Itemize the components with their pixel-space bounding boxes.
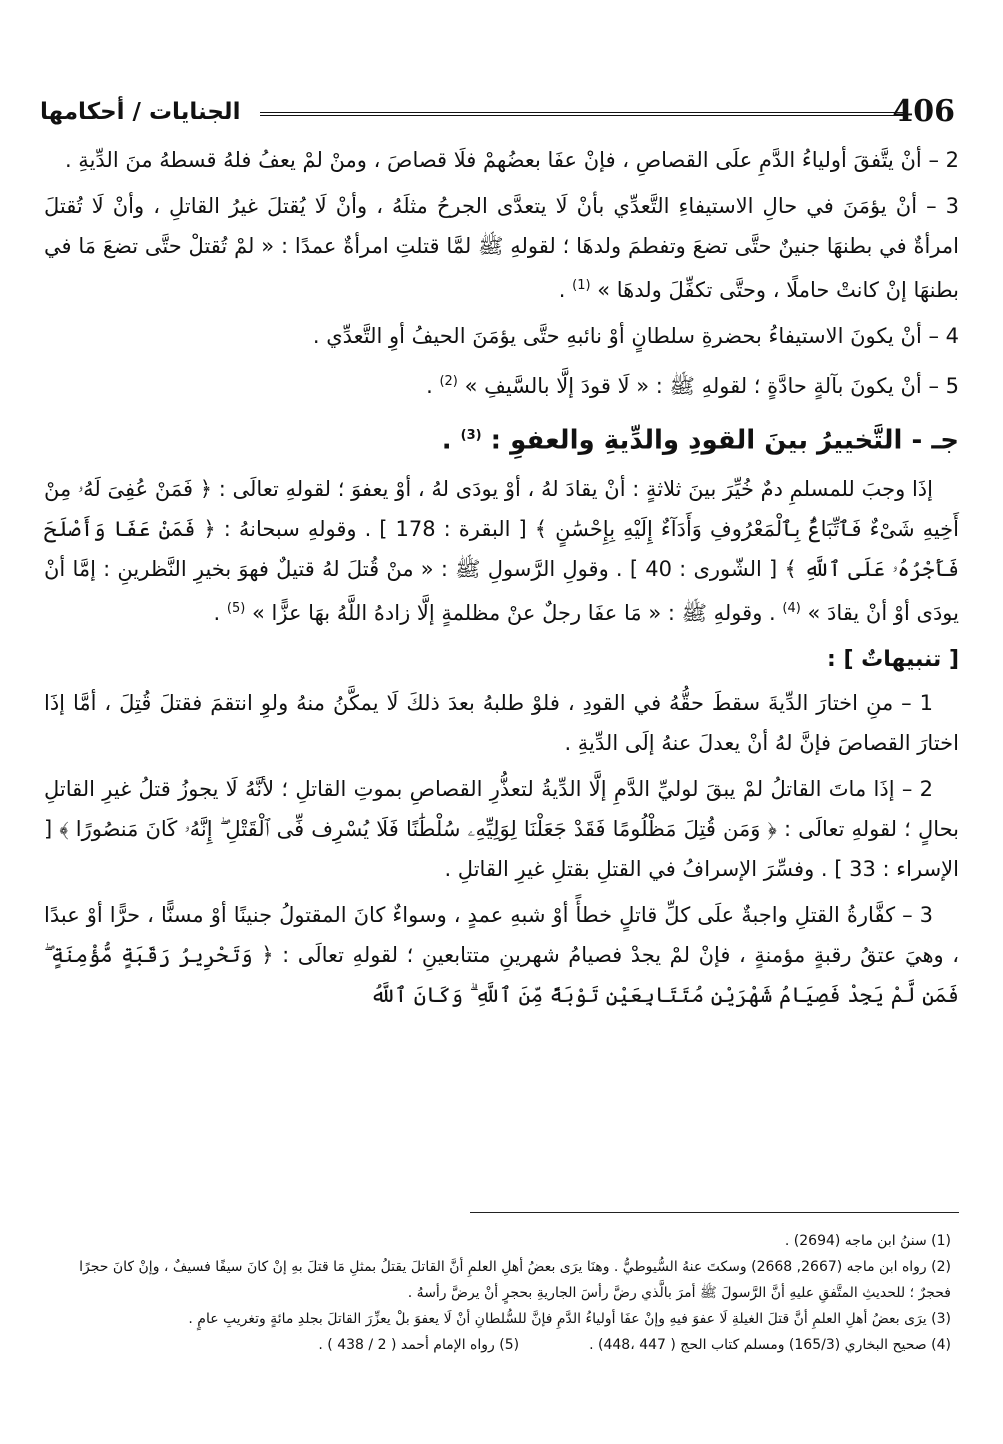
header-rule bbox=[260, 112, 903, 116]
quran-verse: ﴿ وَمَن قُتِلَ مَظْلُومًا فَقَدْ جَعَلْنَا لِوَلِيِّهِۦ سُلْطَٰنًا فَلَا يُسْرِف فِّى ٱلْقَتْلِ ۖ إِنَّهُۥ كَانَ مَنصُورًا ﴾ bbox=[59, 816, 777, 841]
paragraph-text: . وقولهِ ﷺ : « مَا عفَا رجلٌ عنْ مظلمةٍ إلَّا زادهُ اللَّهُ بهَا عزًّا » bbox=[252, 600, 776, 625]
verse-citation: [ الشّورى : 40 ] bbox=[629, 556, 778, 581]
heading-end: . bbox=[441, 425, 452, 456]
footnote-4: (4) صحيح البخاري (165/3) ومسلم كتاب الحج ( 447 ،448) . bbox=[589, 1337, 951, 1353]
quran-verse: ﴿ فَمَنْ عَفَا وَأَصْلَحَ فَأَجْرُهُۥ عَلَى ٱللَّهِ ﴾ bbox=[44, 516, 960, 581]
footnote-ref-4: (4) bbox=[782, 600, 801, 616]
footnote-5: (5) رواه الإمام أحمد ( 2 / 438 ) . bbox=[318, 1337, 520, 1353]
verse-citation: [ الإسراء : 33 ] bbox=[44, 816, 959, 881]
paragraph-text: 2 – أنْ يتَّفقَ أولياءُ الدَّمِ علَى القصاصِ ، فإنْ عفَا بعضُهمْ فلَا قصاصَ ، ومنْ لمْ يعفُ فلهُ قسطهُ منَ الدِّيةِ . bbox=[64, 148, 959, 172]
condition-5-paragraph bbox=[44, 362, 959, 406]
paragraph-text: 5 – أنْ يكونَ بآلةٍ حادَّةٍ ؛ لقولهِ ﷺ : « لَا قودَ إلَّا بالسَّيفِ » bbox=[464, 374, 959, 398]
paragraph-end: . bbox=[213, 600, 221, 625]
quran-verse: ﴿ وَتَحْرِيرُ رَقَبَةٍ مُّؤْمِنَةٍ ۖ فَمَن لَّمْ يَجِدْ فَصِيَامُ شَهْرَيْنِ مُتَتَابِعَيْنِ تَوْبَةً مِّنَ ٱللَّهِ ۗ وَكَانَ ٱللَّهُ bbox=[44, 942, 959, 1007]
paragraph-end: . bbox=[558, 278, 566, 302]
footnote-2: (2) رواه ابن ماجه (2667, 2668) وسكتَ عنهُ السُّيوطيُّ . وهنَا يرَى بعضُ أهلِ العلمِ أنَّ القاتلَ يقتلُ بمثلِ مَا قتلَ بهِ إنْ كانَ سيفًا فسيفٌ ، وإنْ كانَ حجرًا فحجرٌ ؛ للحديثِ المتَّفقِ عليهِ أنَّ الرَّسولَ ﷺ أمرَ بالَّذي رضَّ رأسَ الجاريةِ بحجرٍ أنْ يرضَّ رأسهُ . bbox=[79, 1259, 951, 1301]
note-3-paragraph bbox=[44, 895, 959, 1015]
footnote-ref-5: (5) bbox=[226, 600, 246, 616]
footnote-ref-1: (1) bbox=[572, 278, 591, 293]
heading-text: جـ - التَّخييرُ بينَ القودِ والدِّيةِ والعفوِ : bbox=[490, 425, 959, 456]
quran-verse: ﴿ فَمَنْ عُفِىَ لَهُۥ مِنْ أَخِيهِ شَىْءٌ فَٱتِّبَاعٌۢ بِٱلْمَعْرُوفِ وَأَدَآءٌ إِلَيْهِ بِإِحْسَٰنٍ ﴾ bbox=[44, 476, 959, 541]
note-1-paragraph bbox=[44, 683, 959, 763]
paragraph-text: . وقولهِ سبحانهُ : bbox=[223, 516, 372, 541]
page-header bbox=[40, 92, 955, 132]
footnote-divider bbox=[470, 1212, 959, 1213]
running-title: الجنايات / أحكامها bbox=[40, 99, 241, 125]
paragraph-text: 1 – منِ اختارَ الدِّيةَ سقطَ حقُّهُ في القودِ ، فلوْ طلبهُ بعدَ ذلكَ لَا يمكَّنُ منهُ ولوِ انتقمَ فقتلَ قُتِلَ ، أمَّا إذَا اختارَ القصاصَ فإنَّ لهُ أنْ يعدلَ عنهُ إلَى الدِّيةِ . bbox=[44, 690, 959, 755]
footnotes bbox=[44, 1228, 951, 1358]
paragraph-text: 3 – كفَّارةُ القتلِ واجبةٌ علَى كلِّ قاتلٍ خطأً أوْ شبهِ عمدٍ ، وسواءٌ كانَ المقتولُ جنينًا أوْ مسنًّا ، حرًّا أوْ عبدًا ، وهيَ عتقُ رقبةٍ مؤمنةٍ ، فإنْ لمْ يجدْ فصيامُ شهرينِ متتابعينِ ؛ لقولهِ تعالَى : bbox=[44, 902, 960, 967]
condition-4-paragraph bbox=[44, 316, 959, 356]
footnote-ref-2: (2) bbox=[439, 374, 458, 389]
paragraph-text: 4 – أنْ يكونَ الاستيفاءُ بحضرةِ سلطانٍ أوْ نائبهِ حتَّى يؤمَنَ الحيفُ أوِ التَّعدِّي . bbox=[312, 324, 959, 348]
paragraph-end: . bbox=[426, 374, 433, 398]
notes-heading: [ تنبيهاتٌ ] : bbox=[827, 646, 959, 672]
verse-citation: [ البقرة : 178 ] bbox=[379, 516, 527, 541]
paragraph-text: إذَا وجبَ للمسلمِ دمٌ خُيِّرَ بينَ ثلاثةٍ : أنْ يقادَ لهُ ، أوْ يودَى لهُ ، أوْ يعفوَ ؛ لقولهِ تعالَى : bbox=[218, 476, 933, 501]
condition-3-paragraph bbox=[44, 186, 959, 310]
footnote-ref-3: (3) bbox=[460, 428, 482, 443]
footnote-1: (1) سننُ ابن ماجه (2694) . bbox=[784, 1233, 951, 1249]
paragraph-text: 2 – إذَا ماتَ القاتلُ لمْ يبقَ لوليِّ الدَّمِ إلَّا الدِّيةُ لتعذُّرِ القصاصِ بموتِ القاتلِ ؛ لأنَّهُ لَا يجوزُ قتلُ غيرِ القاتلِ بحالٍ ؛ لقولهِ تعالَى : bbox=[44, 776, 960, 841]
main-text bbox=[44, 140, 959, 1021]
note-2-paragraph bbox=[44, 769, 959, 889]
footnote-row bbox=[44, 1332, 951, 1358]
section-heading bbox=[44, 412, 959, 465]
page-number: 406 bbox=[892, 94, 955, 129]
paragraph-text: . وقولِ الرَّسولِ ﷺ : « منْ قُتلَ لهُ قتيلٌ فهوَ بخيرِ النَّظرينِ : إمَّا أنْ يودَى أوْ أنْ يقادَ » bbox=[44, 556, 959, 625]
paragraph-text: . وفسِّرَ الإسرافُ في القتلِ بقتلِ غيرِ القاتلِ . bbox=[444, 856, 828, 881]
condition-2-paragraph bbox=[44, 140, 959, 180]
paragraph-text: 3 – أنْ يؤمَنَ في حالِ الاستيفاءِ التَّعدِّي بأنْ لَا يتعدَّى الجرحُ مثلَهُ ، وأنْ لَا يُقتلَ غيرُ القاتلِ ، وأنْ لَا تُقتلَ امرأةٌ في بطنهَا جنينٌ حتَّى تضعَ وتفطمَ ولدهَا ؛ لقولهِ ﷺ لمَّا قتلتِ امرأةٌ عمدًا : « لمْ تُقتلْ حتَّى تضعَ مَا في بطنهَا إنْ كانتْ حاملًا ، وحتَّى تكفِّلَ ولدهَا » bbox=[44, 194, 959, 302]
choice-paragraph bbox=[44, 469, 959, 633]
footnote-3: (3) يرَى بعضُ أهلِ العلمِ أنَّ قتلَ الغيلةِ لَا عفوَ فيهِ وإنْ عفَا أولياءُ الدَّمِ فإنَّ للسُّلطانِ أنْ لَا يعفوَ بلْ يعزِّرَ القاتلَ بجلدِ مائةٍ وتغريبِ عامٍ . bbox=[188, 1311, 951, 1327]
